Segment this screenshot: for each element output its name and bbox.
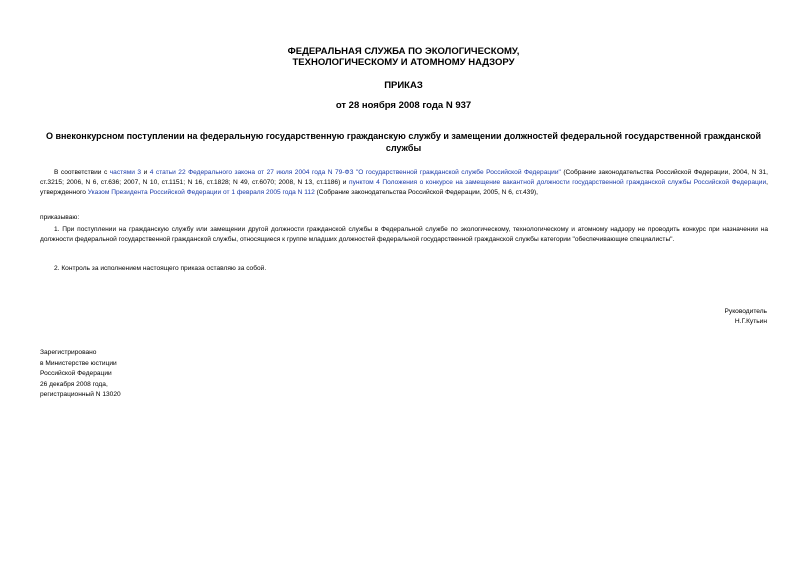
law-link-part3[interactable]: частями 3 — [109, 169, 142, 176]
agency-name-line2: ТЕХНОЛОГИЧЕСКОМУ И АТОМНОМУ НАДЗОРУ — [292, 57, 515, 68]
preamble-text: (Собрание законодательства Российской Федерации, 2004, N 31, ст.3215; 2006, N 6, ст.636; 2007, N 10, ст.1151; N 16, ст.1828; N 49, ст.6070; 2008, N 13, ст.1186) и — [40, 169, 768, 186]
registration-line: в Министерстве юстиции — [40, 359, 117, 367]
document-date-number: от 28 ноября 2008 года N 937 — [335, 100, 472, 111]
preamble-text: (Собрание законодательства Российской Федерации, 2005, N 6, ст.439), — [314, 189, 539, 196]
registration-line: Зарегистрировано — [40, 349, 97, 356]
decree-link[interactable]: Указом Президента Российской Федерации от 1 февраля 2005 года N 112 — [87, 189, 315, 196]
agency-name-line1: ФЕДЕРАЛЬНАЯ СЛУЖБА ПО ЭКОЛОГИЧЕСКОМУ, — [287, 46, 520, 57]
registration-block — [40, 348, 121, 401]
preamble-text: , утвержденного — [40, 179, 768, 196]
registration-line: Российской Федерации — [40, 370, 112, 377]
order-item-2: 2. Контроль за исполнением настоящего приказа оставляю за собой. — [54, 265, 267, 272]
registration-line: 26 декабря 2008 года, — [40, 380, 108, 388]
order-word: приказываю: — [40, 214, 80, 221]
regulation-link[interactable]: пунктом 4 Положения о конкурсе на замещение вакантной должности государственной гражданской службы Российской Федерации — [349, 179, 767, 186]
law-link-article22[interactable]: 4 статьи 22 Федерального закона от 27 июля 2004 года N 79-ФЗ "О государственной гражданской службе Российской Федерации" — [149, 169, 561, 176]
document-type: ПРИКАЗ — [384, 80, 423, 91]
preamble-text: В соответствии с — [54, 169, 110, 176]
registration-line: регистрационный N 13020 — [40, 391, 121, 398]
preamble-text: и — [141, 169, 150, 176]
signature-name: Н.Г.Кутьин — [734, 318, 767, 325]
signature-role: Руководитель — [724, 308, 767, 315]
preamble-paragraph — [40, 168, 768, 198]
document-title: О внеконкурсном поступлении на федеральную государственную гражданскую службу и замещении должностей федеральной государственной гражданской службы — [45, 131, 762, 153]
order-item-1: 1. При поступлении на гражданскую службу или замещении другой должности гражданской службы в Федеральной службе по экологическому, технологическому и атомному надзору не проводить конкурс при назначении на должности федеральной государственной гражданской службы, относящиеся к группе младших должностей федеральной государственной гражданской службы категории "обеспечивающие специалисты". — [40, 226, 768, 243]
signature-block — [725, 307, 767, 327]
